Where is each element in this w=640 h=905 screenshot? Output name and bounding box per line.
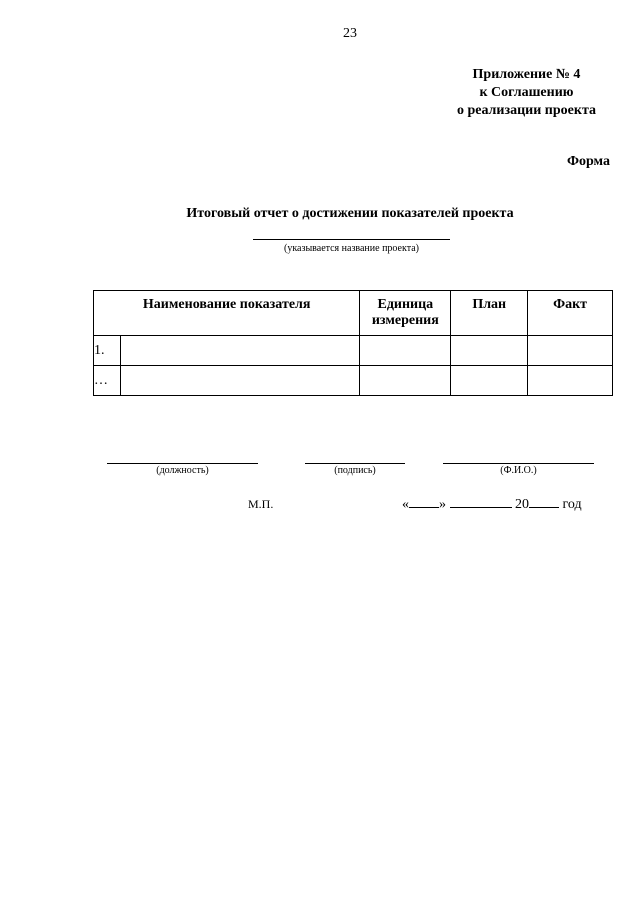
year-suffix: год <box>562 497 582 512</box>
project-name-hint: (указывается название проекта) <box>284 243 419 254</box>
appendix-line-3: о реализации проекта <box>456 103 596 118</box>
row-indicator-name <box>120 336 359 366</box>
indicators-table <box>93 290 613 396</box>
table-header-row <box>94 291 613 336</box>
row-unit <box>360 336 451 366</box>
project-name-line <box>253 239 450 240</box>
row-unit <box>360 366 451 396</box>
row-plan <box>451 336 528 366</box>
month-blank <box>450 495 512 508</box>
full-name-caption: (Ф.И.О.) <box>500 465 537 476</box>
appendix-line-2: к Соглашению <box>479 85 574 100</box>
form-label: Форма <box>566 154 610 169</box>
row-fact <box>528 336 613 366</box>
header-indicator-name: Наименование показателя <box>94 291 360 336</box>
row-number: … <box>94 366 121 396</box>
page-number: 23 <box>343 26 357 41</box>
full-name-line <box>443 463 594 464</box>
report-title: Итоговый отчет о достижении показателей проекта <box>186 206 514 221</box>
position-caption: (должность) <box>156 465 209 476</box>
appendix-line-1: Приложение № 4 <box>472 67 581 82</box>
date-field <box>402 495 582 513</box>
header-unit: Единица измерения <box>360 291 451 336</box>
row-plan <box>451 366 528 396</box>
row-fact <box>528 366 613 396</box>
stamp-mark: М.П. <box>248 497 274 511</box>
date-open-quote: « <box>402 497 409 512</box>
header-plan: План <box>451 291 528 336</box>
day-blank <box>409 495 439 508</box>
signature-line <box>305 463 405 464</box>
year-blank <box>529 495 559 508</box>
table-row <box>94 366 613 396</box>
table-row <box>94 336 613 366</box>
row-number: 1. <box>94 336 121 366</box>
row-indicator-name <box>120 366 359 396</box>
date-close-quote: » <box>439 497 446 512</box>
appendix-heading <box>457 66 596 120</box>
header-fact: Факт <box>528 291 613 336</box>
position-signature-line <box>107 463 258 464</box>
signature-caption: (подпись) <box>334 465 376 476</box>
year-prefix: 20 <box>515 497 529 512</box>
